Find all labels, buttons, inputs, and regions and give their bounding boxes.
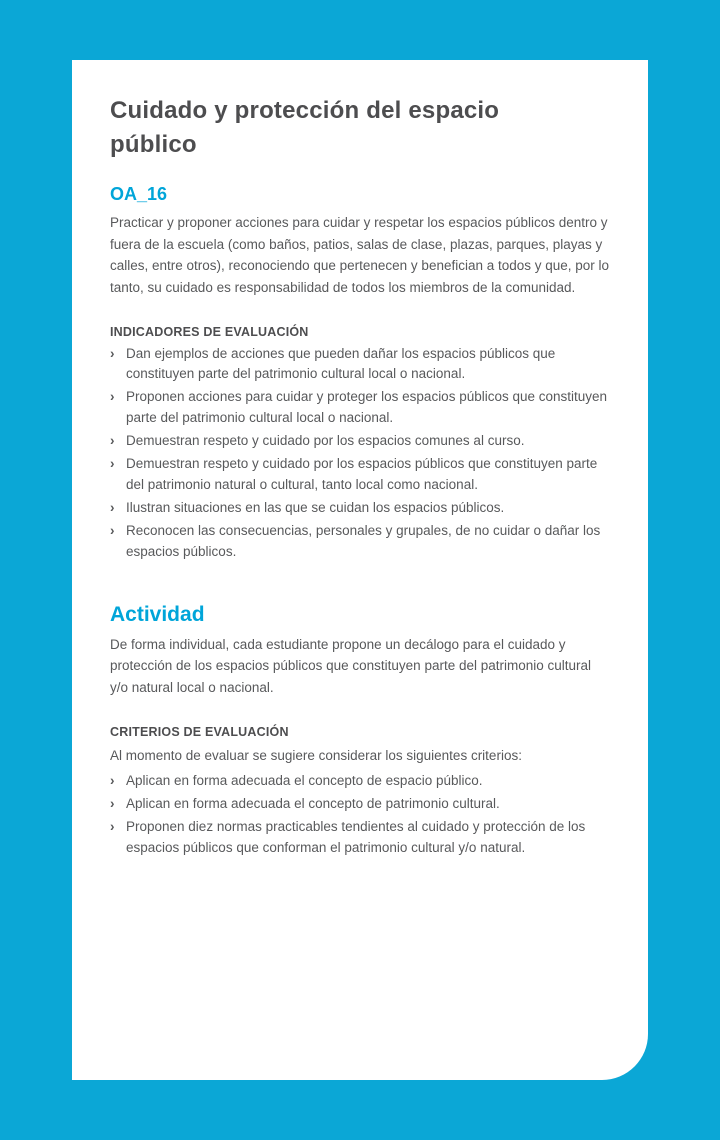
- list-item: [110, 817, 610, 859]
- list-item-text: Dan ejemplos de acciones que pueden dañar los espacios públicos que constituyen parte del patrimonio cultural local o nacional.: [126, 345, 556, 382]
- list-item-text: Reconocen las consecuencias, personales y grupales, de no cuidar o dañar los espacios públicos.: [126, 522, 601, 559]
- bullet-arrow-icon: ›: [110, 499, 115, 515]
- list-item: [110, 344, 610, 386]
- list-item-text: Aplican en forma adecuada el concepto de espacio público.: [126, 773, 483, 789]
- bullet-arrow-icon: ›: [110, 818, 115, 834]
- list-item: [110, 454, 610, 496]
- bullet-arrow-icon: ›: [110, 773, 115, 789]
- list-item-text: Demuestran respeto y cuidado por los espacios comunes al curso.: [126, 433, 525, 449]
- list-item: [110, 771, 610, 792]
- list-item: [110, 794, 610, 815]
- oa-heading: OA_16: [110, 184, 168, 205]
- list-item: [110, 521, 610, 563]
- list-item-text: Proponen acciones para cuidar y proteger los espacios públicos que constituyen parte del patrimonio cultural local o nacional.: [126, 389, 608, 426]
- list-item-text: Ilustran situaciones en las que se cuidan los espacios públicos.: [126, 499, 505, 515]
- actividad-description: De forma individual, cada estudiante propone un decálogo para el cuidado y protección de los espacios públicos que constituyen parte del patrimonio cultural y/o natural local o nacional.: [110, 636, 592, 695]
- list-item-text: Proponen diez normas practicables tendientes al cuidado y protección de los espacios públicos que conforman el patrimonio cultural y/o natural.: [126, 818, 586, 855]
- bullet-arrow-icon: ›: [110, 389, 115, 405]
- bullet-arrow-icon: ›: [110, 433, 115, 449]
- list-item: [110, 498, 610, 519]
- list-item: [110, 431, 610, 452]
- indicadores-list: [110, 344, 610, 563]
- actividad-heading: Actividad: [110, 602, 205, 626]
- criterios-intro: Al momento de evaluar se sugiere considerar los siguientes criterios:: [110, 747, 522, 763]
- bullet-arrow-icon: ›: [110, 345, 115, 361]
- oa-description: Practicar y proponer acciones para cuidar y respetar los espacios públicos dentro y fuera de la escuela (como baños, patios, salas de clase, plazas, parques, playas y calles, entre otros), reconociendo que pertenecen y benefician a todos y que, por lo tanto, su cuidado es responsabilidad de todos los miembros de la comunidad.: [110, 215, 610, 295]
- criterios-heading: CRITERIOS DE EVALUACIÓN: [110, 724, 289, 739]
- indicadores-heading: INDICADORES DE EVALUACIÓN: [110, 324, 309, 339]
- criterios-list: [110, 771, 610, 859]
- list-item: [110, 387, 610, 429]
- list-item-text: Demuestran respeto y cuidado por los espacios públicos que constituyen parte del patrimonio natural o cultural, tanto local como nacional.: [126, 456, 598, 493]
- bullet-arrow-icon: ›: [110, 456, 115, 472]
- list-item-text: Aplican en forma adecuada el concepto de patrimonio cultural.: [126, 796, 500, 812]
- content-card: [72, 60, 648, 1080]
- page-title: Cuidado y protección del espacio público: [110, 97, 500, 159]
- bullet-arrow-icon: ›: [110, 796, 115, 812]
- bullet-arrow-icon: ›: [110, 522, 115, 538]
